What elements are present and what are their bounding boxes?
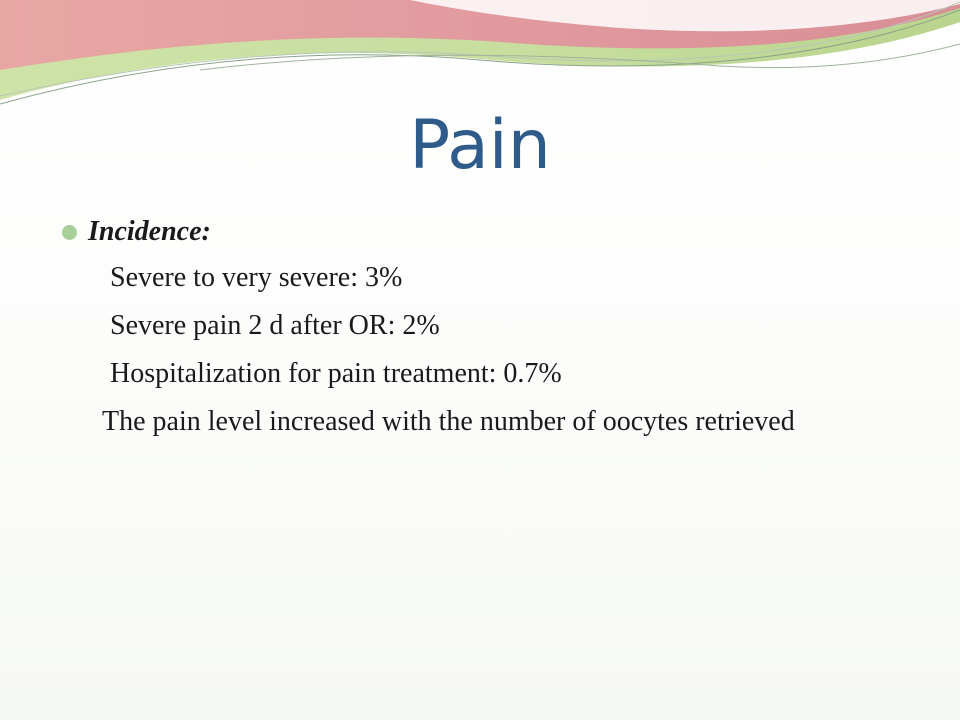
incidence-line-2d: Severe pain 2 d after OR: 2% <box>110 310 440 341</box>
bullet-item <box>60 210 910 254</box>
pain-level-paragraph: The pain level increased with the number of oocytes retrieved <box>102 406 795 437</box>
slide-title: Pain <box>409 106 551 185</box>
incidence-line-severe: Severe to very severe: 3% <box>110 262 403 293</box>
slide-content <box>60 210 910 440</box>
incidence-line-hospitalization: Hospitalization for pain treatment: 0.7% <box>110 358 562 389</box>
bullet-dot-icon <box>62 225 77 240</box>
bullet-heading: Incidence: <box>88 216 211 247</box>
